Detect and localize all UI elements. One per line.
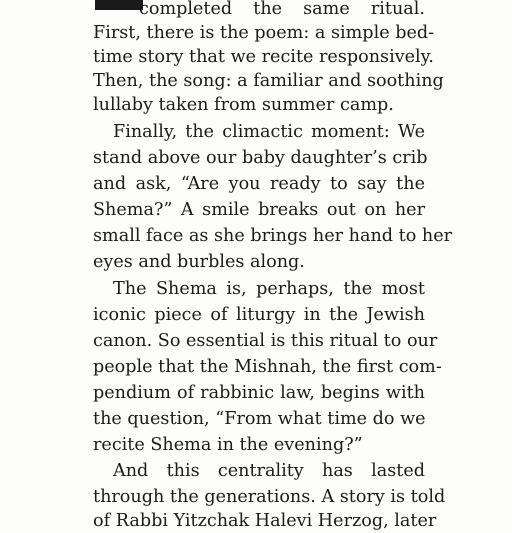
left_column-text-line: and ask, “Are you ready to say the	[93, 174, 425, 194]
left_column-text-line: canon. So essential is this ritual to our	[93, 331, 438, 351]
left_column-text-line: iconic piece of liturgy in the Jewish	[93, 305, 425, 325]
left_column-text-line: through the generations. A story is told	[93, 487, 446, 507]
left_column-text-line: time story that we recite responsively.	[93, 47, 434, 67]
left_column-text-line: lullaby taken from summer camp.	[93, 95, 394, 115]
left_column-text-line: And this centrality has lasted	[113, 461, 425, 481]
left_column-text-line: Then, the song: a familiar and soothing	[93, 71, 444, 91]
left_column-text-line: small face as she brings her hand to her	[93, 226, 453, 246]
left_column-text-line: The Shema is, perhaps, the most	[113, 279, 425, 299]
left_column-text-line: Finally, the climactic moment: We	[113, 122, 425, 142]
left_column-text-line: eyes and burbles along.	[93, 252, 305, 272]
left_column-text-line: completed the same ritual.	[139, 0, 425, 19]
left_column-text-line: pendium of rabbinic law, begins with	[93, 383, 425, 403]
left_column-text-line: recite Shema in the evening?”	[93, 435, 363, 455]
left_column-text-line: people that the Mishnah, the first com-	[93, 357, 442, 377]
left_column-text-line: the question, “From what time do we	[93, 409, 426, 429]
left_column-text-line: Shema?” A smile breaks out on her	[93, 200, 425, 220]
left_column-text-line: First, there is the poem: a simple bed-	[93, 23, 435, 43]
left_column-text-line: of Rabbi Yitzchak Halevi Herzog, later	[93, 511, 437, 531]
left_column-text-line: stand above our baby daughter’s crib	[93, 148, 428, 168]
drop-cap-letter	[95, 0, 143, 10]
